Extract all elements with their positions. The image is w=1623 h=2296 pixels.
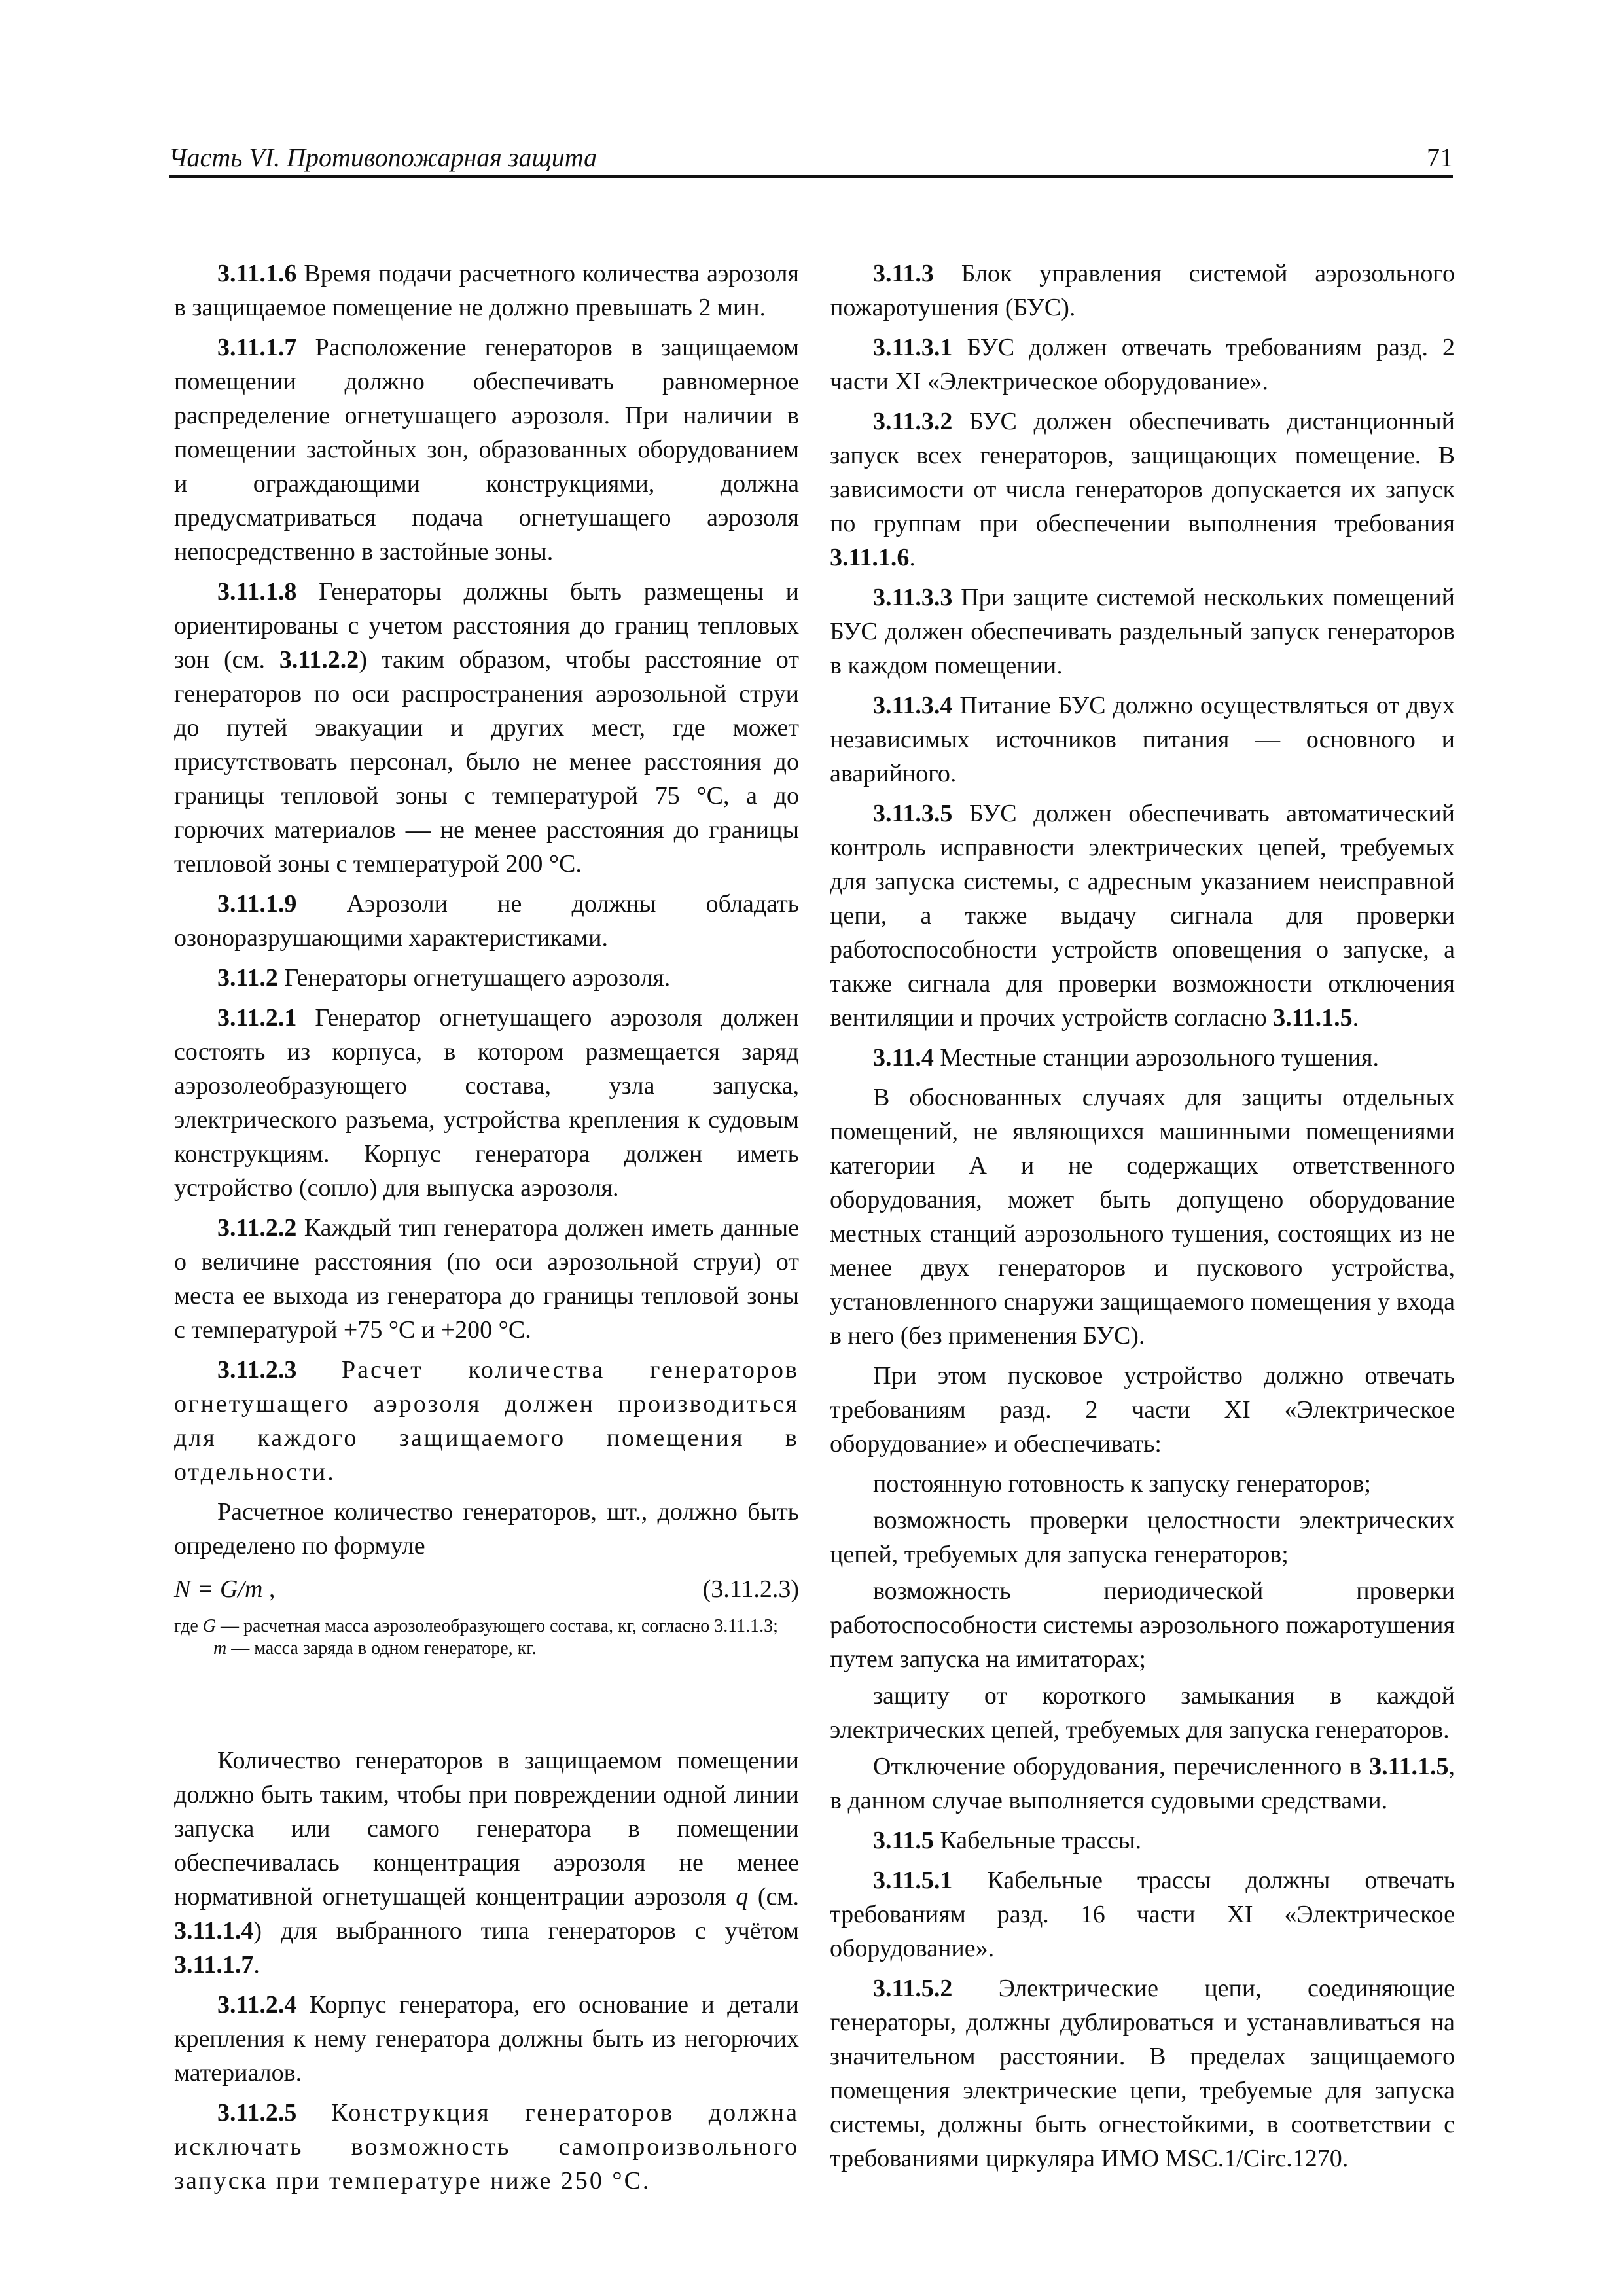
paragraph-text: .: [253, 1951, 260, 1979]
clause-number: 3.11.1.6: [217, 260, 297, 287]
clause-number: 3.11.1.8: [217, 578, 297, 605]
clause-number: 3.11.5: [873, 1827, 934, 1854]
paragraph-text: Количество генераторов в защищаемом помещении должно быть таким, чтобы при повреждении одной линии запуска или самого генератора в помещении обеспечивалась концентрация аэрозоля не менее нормативной огнетушащей концентрации аэрозоля: [174, 1747, 799, 1910]
list-item: постоянную готовность к запуску генераторов;: [873, 1470, 1371, 1498]
clause-number: 3.11.3.1: [873, 334, 953, 361]
heading-text: Блок управления системой аэрозольного пожаротушения (БУС).: [830, 260, 1455, 321]
paragraph-text: БУС должен обеспечивать дистанционный запуск всех генераторов, защищающих помещение. В зависимости от числа генераторов допускается их запуск по группам при обеспечении выполнения требования: [830, 408, 1455, 537]
paragraph-text: Электрические цепи, соединяющие генераторы, должны дублироваться и устанавливаться на значительном расстоянии. В пределах защищаемого помещения электрические цепи, требуемые для запуска системы, должны быть огнестойкими, в соответствии с требованиями циркуляра ИМО MSC.1/Circ.1270.: [830, 1975, 1455, 2172]
legend-text: — масса заряда в одном генераторе, кг.: [226, 1638, 537, 1659]
clause-number: 3.11.2.2: [217, 1214, 297, 1242]
paragraph-text: Аэрозоли не должны обладать озоноразрушающими характеристиками.: [174, 890, 799, 952]
clause-number: 3.11.3.4: [873, 692, 953, 719]
symbol-g: G: [202, 1616, 216, 1636]
symbol-m: m: [213, 1638, 227, 1659]
paragraph-3-11-1-9: [174, 887, 799, 955]
list-item: возможность периодической проверки работоспособности системы аэрозольного пожаротушения путем запуска на имитаторах;: [830, 1577, 1455, 1673]
clause-number: 3.11.2: [217, 964, 278, 992]
paragraph-local-stations: [830, 1081, 1455, 1353]
formula-legend: [174, 1615, 799, 1660]
paragraph-text: Расчет количества генераторов огнетушащего аэрозоля должен производиться для каждого защищаемого помещения в отдельности.: [174, 1356, 799, 1486]
running-header: [169, 139, 1453, 178]
clause-number: 3.11.1.9: [217, 890, 297, 918]
clause-number: 3.11.2.5: [217, 2099, 297, 2126]
formula-expression: N = G/m ,: [174, 1575, 276, 1603]
formula: [174, 1572, 799, 1609]
cross-reference: 3.11.1.4: [174, 1917, 254, 1945]
paragraph-3-11-3-3: [830, 581, 1455, 683]
paragraph-equipment-shutdown: [830, 1749, 1455, 1818]
page-number: 71: [1427, 143, 1453, 172]
right-column: [830, 257, 1455, 2181]
paragraph-text: Расчетное количество генераторов, шт., должно быть определено по формуле: [174, 1498, 799, 1560]
paragraph-3-11-3-4: [830, 689, 1455, 791]
paragraph-3-11-2-4: [174, 1988, 799, 2090]
list-item: возможность проверки целостности электрических цепей, требуемых для запуска генераторов;: [830, 1507, 1455, 1568]
paragraph-text: Корпус генератора, его основание и детали крепления к нему генератора должны быть из негорючих материалов.: [174, 1991, 799, 2087]
paragraph-text: Каждый тип генератора должен иметь данные о величине расстояния (по оси аэрозольной струи) от места ее выхода из генератора до границы тепловой зоны с температурой +75 °С и +200 °С.: [174, 1214, 799, 1344]
paragraph-text: Расположение генераторов в защищаемом помещении должно обеспечивать равномерное распределение огнетушащего аэрозоля. При наличии в помещении застойных зон, образованных оборудованием и ограждающими конструкциями, должна предусматриваться подача огнетушащего аэрозоля непосредственно в застойные зоны.: [174, 334, 799, 565]
paragraph-3-11-1-8: [174, 575, 799, 881]
legend-item-m: [174, 1638, 799, 1660]
paragraph-text: Отключение оборудования, перечисленного в: [873, 1753, 1370, 1780]
paragraph-generator-count: [174, 1744, 799, 1982]
paragraph-text: При этом пусковое устройство должно отвечать требованиям разд. 2 части XI «Электрическое оборудование» и обеспечивать:: [830, 1362, 1455, 1458]
paragraph-3-11-2-3: [174, 1353, 799, 1489]
heading-text: Кабельные трассы.: [933, 1827, 1142, 1854]
paragraph-text: .: [909, 544, 916, 571]
clause-number: 3.11.5.2: [873, 1975, 953, 2002]
cross-reference: 3.11.1.6: [830, 544, 910, 571]
cross-reference: 3.11.1.5: [1369, 1753, 1449, 1780]
header-rule: [169, 175, 1453, 178]
legend-prefix: где: [174, 1616, 203, 1636]
paragraph-text: Питание БУС должно осуществляться от двух независимых источников питания — основного и аварийного.: [830, 692, 1455, 787]
paragraph-text: Кабельные трассы должны отвечать требованиям разд. 16 части XI «Электрическое оборудование».: [830, 1867, 1455, 1962]
paragraph-3-11-3-5: [830, 797, 1455, 1035]
heading-text: Генераторы огнетушащего аэрозоля.: [277, 964, 671, 992]
clause-number: 3.11.5.1: [873, 1867, 953, 1894]
formula-number: (3.11.2.3): [702, 1575, 799, 1603]
clause-number: 3.11.3.3: [873, 584, 953, 611]
paragraph-text: Генератор огнетушащего аэрозоля должен состоять из корпуса, в котором размещается заряд аэрозолеобразующего состава, узла запуска, электрического разъема, устройства крепления к судовым конструкциям. Корпус генератора должен иметь устройство (сопло) для выпуска аэрозоля.: [174, 1004, 799, 1202]
paragraph-text: .: [1352, 1004, 1359, 1031]
cross-reference: 3.11.1.7: [174, 1951, 254, 1979]
clause-number: 3.11.2.4: [217, 1991, 297, 2018]
paragraph-3-11-3-1: [830, 331, 1455, 399]
list-item: защиту от короткого замыкания в каждой электрических цепей, требуемых для запуска генераторов.: [830, 1682, 1455, 1744]
paragraph-formula-intro: [174, 1495, 799, 1563]
section-title: Часть VI. Противопожарная защита: [169, 143, 597, 172]
clause-number: 3.11.2.1: [217, 1004, 297, 1031]
heading-3-11-5: [830, 1823, 1455, 1857]
paragraph-3-11-5-2: [830, 1971, 1455, 2176]
heading-3-11-3: [830, 257, 1455, 325]
paragraph-3-11-2-1: [174, 1001, 799, 1205]
cross-reference: 3.11.2.2: [279, 646, 359, 673]
clause-number: 3.11.1.7: [217, 334, 297, 361]
clause-number: 3.11.4: [873, 1044, 934, 1071]
paragraph-3-11-5-1: [830, 1863, 1455, 1965]
paragraph-text: БУС должен отвечать требованиям разд. 2 части XI «Электрическое оборудование».: [830, 334, 1455, 395]
paragraph-text: При защите системой нескольких помещений БУС должен обеспечивать раздельный запуск генераторов в каждом помещении.: [830, 584, 1455, 679]
paragraph-text: В обоснованных случаях для защиты отдельных помещений, не являющихся машинными помещениями категории А и не содержащих ответственного оборудования, может быть допущено оборудование местных станций аэрозольного тушения, состоящих из не менее двух генераторов и пускового устройства, установленного снаружи защищаемого помещения у входа в него (без применения БУС).: [830, 1084, 1455, 1350]
paragraph-text: БУС должен обеспечивать автоматический контроль исправности электрических цепей, требуемых для запуска системы, с адресным указанием неисправной цепи, а также выдачу сигнала для проверки работоспособности устройств оповещения о запуске, а также сигнала для проверки возможности отключения вентиляции и прочих устройств согласно: [830, 800, 1455, 1031]
heading-3-11-4: [830, 1041, 1455, 1075]
symbol-q: q: [736, 1883, 749, 1910]
clause-number: 3.11.3.5: [873, 800, 953, 827]
legend-item-g: [174, 1615, 799, 1638]
legend-text: — расчетная масса аэрозолеобразующего состава, кг, согласно 3.11.1.3;: [216, 1616, 778, 1636]
paragraph-text: Время подачи расчетного количества аэрозоля в защищаемое помещение не должно превышать 2 мин.: [174, 260, 799, 321]
paragraph-text: (см.: [748, 1883, 799, 1910]
paragraph-text: ) таким образом, чтобы расстояние от генераторов по оси распространения аэрозольной струи до путей эвакуации и других мест, где может присутствовать персонал, было не менее расстояния до границы тепловой зоны с температурой 75 °С, а до горючих материалов — не менее расстояния до границы тепловой зоны с температурой 200 °С.: [174, 646, 799, 878]
paragraph-launch-device: [830, 1359, 1455, 1461]
paragraph-text: ) для выбранного типа генераторов с учётом: [253, 1917, 799, 1945]
heading-3-11-2: [174, 961, 799, 995]
clause-number: 3.11.3: [873, 260, 934, 287]
left-column: [174, 257, 799, 2204]
paragraph-3-11-2-5: [174, 2096, 799, 2198]
heading-text: Местные станции аэрозольного тушения.: [933, 1044, 1379, 1071]
paragraph-3-11-1-7: [174, 331, 799, 569]
cross-reference: 3.11.1.5: [1273, 1004, 1353, 1031]
clause-number: 3.11.3.2: [873, 408, 953, 435]
paragraph-text: Генераторы должны быть размещены и ориентированы с учетом расстояния до границ тепловых зон (см.: [174, 578, 799, 673]
clause-number: 3.11.2.3: [217, 1356, 297, 1384]
paragraph-3-11-3-2: [830, 404, 1455, 575]
paragraph-text: , в данном случае выполняется судовыми средствами.: [830, 1753, 1455, 1814]
paragraph-text: Конструкция генераторов должна исключать возможность самопроизвольного запуска при температуре ниже 250 °С.: [174, 2099, 799, 2195]
paragraph-3-11-1-6: [174, 257, 799, 325]
paragraph-3-11-2-2: [174, 1211, 799, 1347]
